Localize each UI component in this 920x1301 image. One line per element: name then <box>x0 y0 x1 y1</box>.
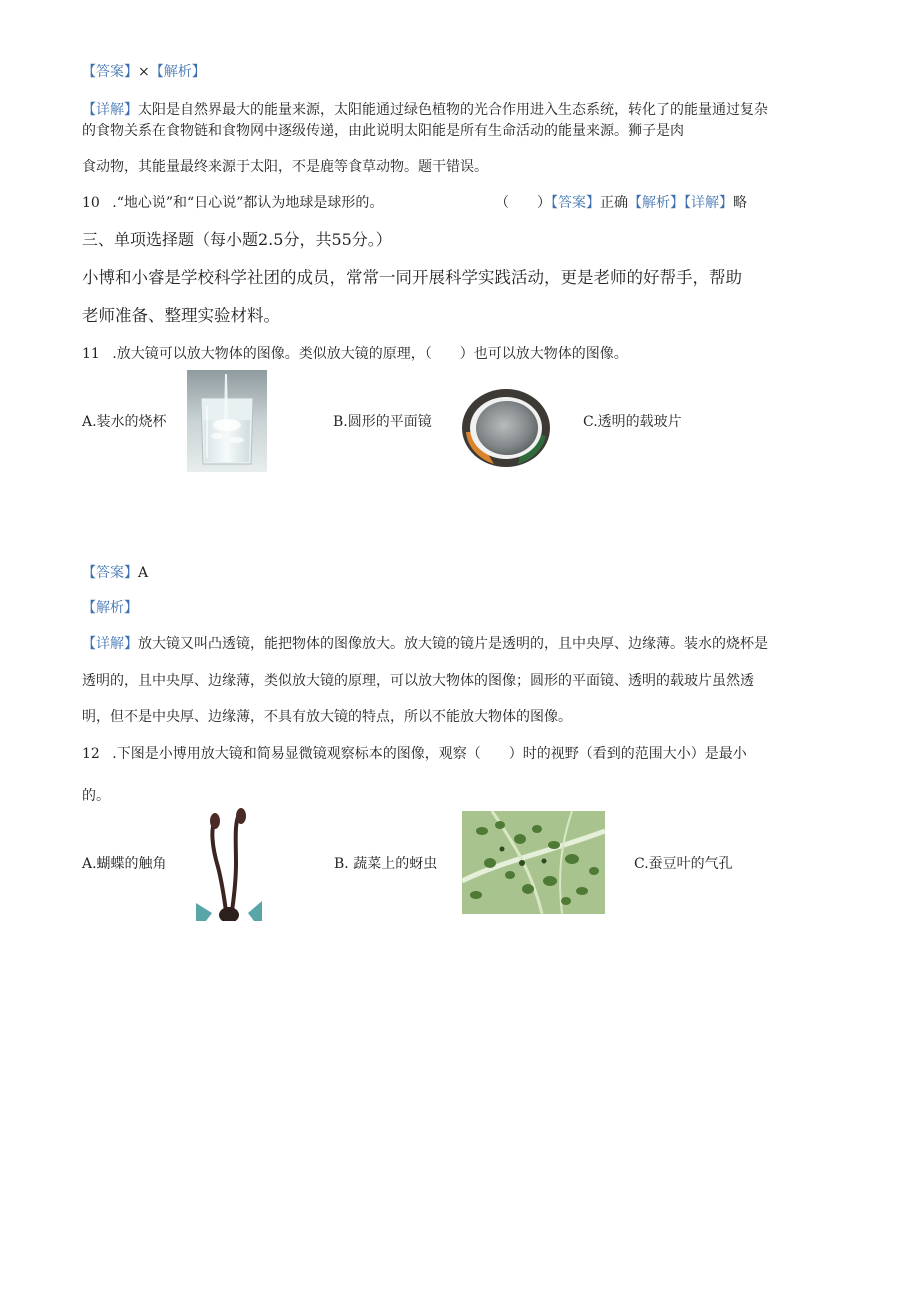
answer-tag: 【答案】 <box>551 195 600 211</box>
q11-detail-line2: 透明的，且中央厚、边缘薄，类似放大镜的原理，可以放大物体的图像；圆形的平面镜、透明的载玻片虽然透 <box>82 673 754 689</box>
q12-option-c: C.蚕豆叶的气孔 <box>634 856 733 872</box>
q11-option-b: B.圆形的平面镜 <box>333 414 432 430</box>
q9-answer-line <box>82 62 206 82</box>
detail-text: 放大镜又叫凸透镜，能把物体的图像放大。放大镜的镜片是透明的，且中央厚、边缘薄。装水的烧杯是 <box>138 636 768 652</box>
antenna-image <box>196 807 262 921</box>
detail-tag: 【详解】 <box>82 102 138 118</box>
q12-option-a: A.蝴蝶的触角 <box>82 856 167 872</box>
answer-tag: 【答案】 <box>82 64 138 80</box>
aphid-image <box>462 811 605 914</box>
q12-line1 <box>82 744 747 764</box>
question-number: 12 <box>82 746 100 762</box>
q11-option-a: A.装水的烧杯 <box>82 414 167 430</box>
q11-detail-line3: 明，但不是中央厚、边缘薄，不具有放大镜的特点，所以不能放大物体的图像。 <box>82 709 572 725</box>
q12-option-b: B. 蔬菜上的蚜虫 <box>334 856 438 872</box>
q11-option-c: C.透明的载玻片 <box>583 414 682 430</box>
answer-value: 正确 <box>600 195 628 211</box>
beaker-image <box>187 370 267 472</box>
q9-detail-line2: 的食物关系在食物链和食物网中逐级传递，由此说明太阳能是所有生命活动的能量来源。狮子是肉 <box>82 123 684 139</box>
q11-answer-line <box>82 563 148 583</box>
section-intro-line2: 老师准备、整理实验材料。 <box>82 306 280 325</box>
question-number: 11 <box>82 346 100 362</box>
mirror-image <box>458 384 554 470</box>
q9-detail-line3: 食动物，其能量最终来源于太阳，不是鹿等食草动物。题干错误。 <box>82 159 488 175</box>
section-intro-line1: 小博和小睿是学校科学社团的成员，常常一同开展科学实践活动，更是老师的好帮手，帮助 <box>82 268 742 287</box>
answer-tag: 【答案】 <box>82 565 138 581</box>
q11-line <box>82 344 628 364</box>
q10-answer <box>495 193 747 213</box>
q12-line2: 的。 <box>82 788 110 804</box>
detail-tag: 【详解】 <box>684 195 733 211</box>
q9-detail-line1 <box>82 100 768 120</box>
answer-value: A <box>138 565 149 581</box>
question-text: .“地心说”和“日心说”都认为地球是球形的。 <box>112 195 384 211</box>
answer-blank: （ ） <box>495 195 551 211</box>
question-number: 10 <box>82 195 100 211</box>
answer-value: × <box>138 64 150 80</box>
q11-analysis-line <box>82 598 138 618</box>
question-text: .下图是小博用放大镜和简易显微镜观察标本的图像，观察（ ）时的视野（看到的范围大小）是最小 <box>112 746 747 762</box>
q10-line <box>82 193 383 213</box>
question-text: .放大镜可以放大物体的图像。类似放大镜的原理，（ ）也可以放大物体的图像。 <box>112 346 628 362</box>
detail-text: 太阳是自然界最大的能量来源，太阳能通过绿色植物的光合作用进入生态系统，转化了的能量通过复杂 <box>138 102 768 118</box>
section-title: 三、单项选择题（每小题2.5分，共55分。） <box>82 230 392 249</box>
analysis-tag: 【解析】 <box>149 64 206 80</box>
q11-detail-line1 <box>82 634 768 654</box>
detail-tag: 【详解】 <box>82 636 138 652</box>
analysis-tag: 【解析】 <box>628 195 684 211</box>
detail-value: 略 <box>733 195 747 211</box>
analysis-tag: 【解析】 <box>82 600 138 616</box>
